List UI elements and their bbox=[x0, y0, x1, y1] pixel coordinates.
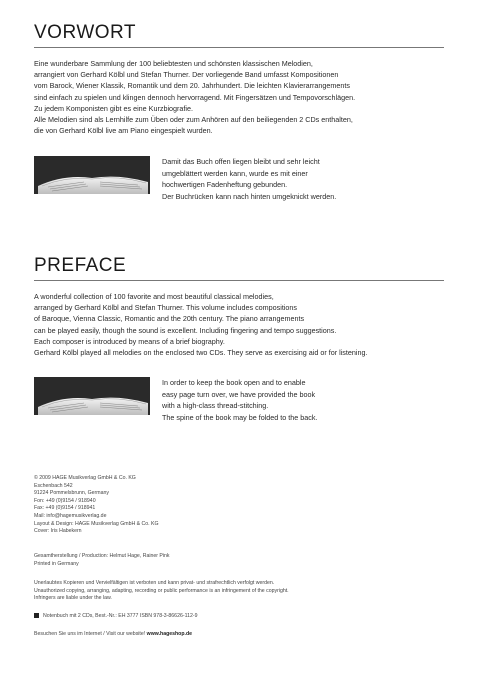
intro-en-line: A wonderful collection of 100 favorite and most beautiful classical melodies, bbox=[34, 292, 274, 301]
legal-line: Unerlaubtes Kopieren und Vervielfältigen ist verboten und kann privat- und strafrechtlich verfolgt werden. bbox=[34, 580, 275, 586]
intro-de bbox=[34, 58, 454, 136]
intro-de-line: die von Gerhard Kölbl live am Piano eingespielt wurden. bbox=[34, 126, 213, 136]
order-info bbox=[34, 613, 197, 621]
imprint-line: Eschenbach 542 bbox=[34, 482, 73, 489]
imprint-line: Layout & Design: HAGE Musikverlag GmbH & Co. KG bbox=[34, 520, 159, 527]
binding-de-line: umgeblättert werden kann, wurde es mit einer bbox=[162, 168, 308, 178]
intro-de-line: sind einfach zu spielen und klingen dennoch hervorragend. Mit Fingersätzen und Tempovorschlägen. bbox=[34, 92, 356, 102]
intro-en-line: Gerhard Kölbl played all melodies on the enclosed two CDs. They serve as exercising aid or for listening. bbox=[34, 348, 368, 358]
order-number: Notenbuch mit 2 CDs, Best.-Nr.: EH 3777 ISBN 978-3-86626-112-9 bbox=[43, 613, 198, 619]
binding-note-de bbox=[162, 156, 336, 202]
binding-note-en bbox=[162, 377, 317, 423]
intro-en bbox=[34, 291, 454, 358]
binding-de-line: Der Buchrücken kann nach hinten umgeknickt werden. bbox=[162, 191, 337, 201]
intro-de-line: Alle Melodien sind als Lernhilfe zum Üben oder zum Anhören auf den beiliegenden 2 CDs enthalten, bbox=[34, 115, 353, 125]
website-line bbox=[34, 631, 192, 639]
square-bullet-icon bbox=[34, 613, 39, 618]
legal-line: Infringers are liable under the law. bbox=[34, 595, 112, 602]
imprint-line: Fon: +49 (0)9154 / 918940 bbox=[34, 497, 96, 504]
binding-en-line: easy page turn over, we have provided the book bbox=[162, 389, 316, 399]
open-book-photo bbox=[34, 156, 150, 194]
intro-de-line: arrangiert von Gerhard Kölbl und Stefan Thurner. Der vorliegende Band umfasst Kompositionen bbox=[34, 70, 339, 80]
heading-preface: PREFACE bbox=[34, 255, 127, 276]
intro-en-line: arranged by Gerhard Kölbl and Stefan Thurner. This volume includes compositions bbox=[34, 303, 298, 313]
printed-in: Printed in Germany bbox=[34, 560, 79, 567]
legal-line: Unauthorized copying, arranging, adapting, recording or public performance is an infringement of the copyright. bbox=[34, 587, 289, 594]
binding-en-line: with a high-class thread-stitching. bbox=[162, 401, 269, 411]
intro-en-line: Each composer is introduced by means of a brief biography. bbox=[34, 336, 225, 346]
imprint-line: 91224 Pommelsbrunn, Germany bbox=[34, 490, 109, 497]
binding-de-line: hochwertigen Fadenheftung gebunden. bbox=[162, 180, 288, 190]
intro-en-line: can be played easily, though the sound is excellent. Including fingering and tempo suggestions. bbox=[34, 325, 337, 335]
imprint-line[interactable]: Mail: info@hagemusikverlag.de bbox=[34, 512, 107, 519]
divider-vorwort bbox=[34, 47, 444, 48]
open-book-photo bbox=[34, 377, 150, 415]
intro-de-line: vom Barock, Wiener Klassik, Romantik und dem 20. Jahrhundert. Die leichten Klavierarrangements bbox=[34, 81, 350, 91]
binding-en-line: In order to keep the book open and to enable bbox=[162, 378, 306, 387]
intro-de-line: Zu jedem Komponisten gibt es eine Kurzbiografie. bbox=[34, 103, 194, 113]
imprint-production bbox=[34, 553, 170, 568]
website-prefix: Besuchen Sie uns im Internet / Visit our website! bbox=[34, 631, 146, 637]
production-credit: Gesamtherstellung / Production: Helmut Hage, Rainer Pink bbox=[34, 553, 170, 559]
heading-vorwort: VORWORT bbox=[34, 22, 137, 43]
imprint-line: Cover: Iris Habekern bbox=[34, 528, 82, 535]
intro-de-line: Eine wunderbare Sammlung der 100 beliebtesten und schönsten klassischen Melodien, bbox=[34, 59, 313, 68]
imprint-address bbox=[34, 475, 159, 536]
copyright-notice bbox=[34, 580, 289, 603]
website-link[interactable]: www.hageshop.de bbox=[146, 631, 193, 637]
imprint-line: © 2009 HAGE Musikverlag GmbH & Co. KG bbox=[34, 475, 136, 481]
divider-preface bbox=[34, 280, 444, 281]
binding-en-line: The spine of the book may be folded to the back. bbox=[162, 412, 318, 422]
intro-en-line: of Baroque, Vienna Classic, Romantic and the 20th century. The piano arrangements bbox=[34, 314, 305, 324]
imprint-line: Fax: +49 (0)9154 / 918941 bbox=[34, 505, 96, 512]
binding-de-line: Damit das Buch offen liegen bleibt und sehr leicht bbox=[162, 157, 320, 166]
